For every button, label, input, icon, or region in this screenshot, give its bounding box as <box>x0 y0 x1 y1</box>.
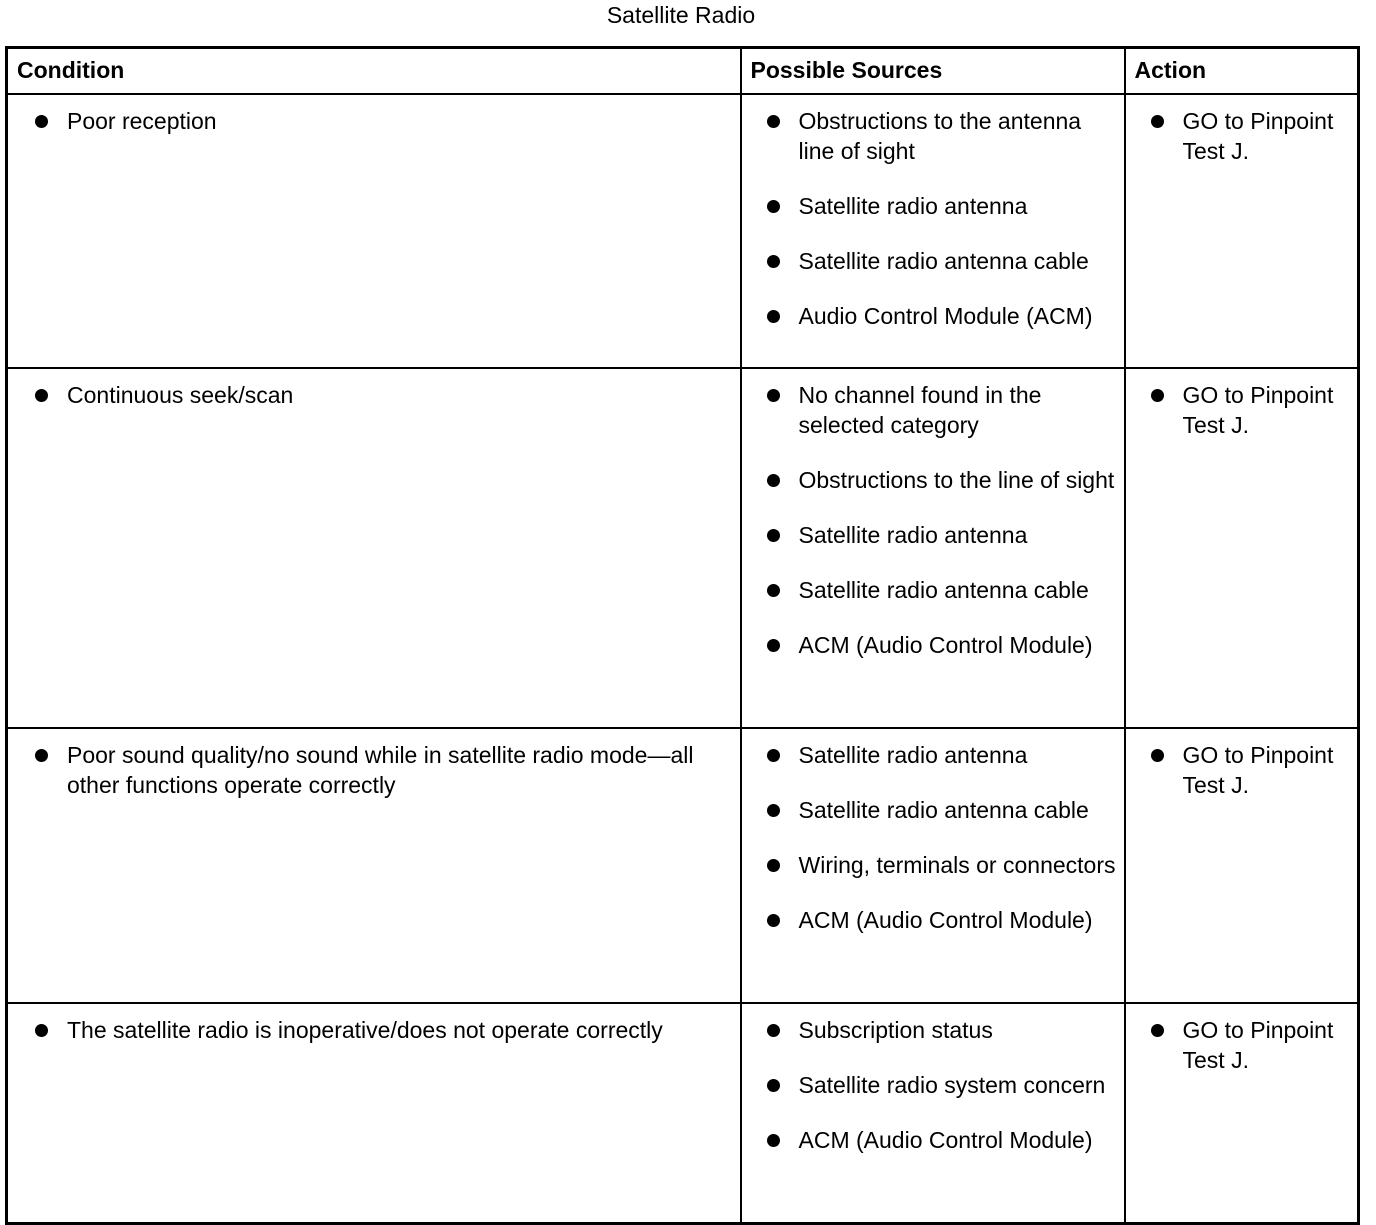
list-item <box>742 380 1124 440</box>
bullet-icon <box>767 310 780 323</box>
bullet-icon <box>767 584 780 597</box>
action-cell <box>1125 94 1359 368</box>
source-text: Satellite radio antenna cable <box>798 796 1089 823</box>
source-text: Satellite radio antenna cable <box>798 247 1089 274</box>
bullet-icon <box>767 859 780 872</box>
list-item <box>742 1125 1124 1155</box>
condition-cell <box>7 728 741 1003</box>
list-item <box>742 465 1124 495</box>
source-text: Obstructions to the line of sight <box>798 466 1115 493</box>
action-text: GO to Pinpoint Test J. <box>1182 107 1334 164</box>
bullet-icon <box>1151 389 1164 402</box>
bullet-icon <box>1151 1024 1164 1037</box>
action-cell <box>1125 728 1359 1003</box>
header-possible-sources: Possible Sources <box>741 48 1125 94</box>
source-text: Wiring, terminals or connectors <box>798 851 1116 878</box>
source-text: ACM (Audio Control Module) <box>798 906 1093 933</box>
bullet-icon <box>767 115 780 128</box>
list-item <box>8 106 740 136</box>
condition-cell <box>7 368 741 728</box>
bullet-icon <box>767 255 780 268</box>
source-text: Satellite radio antenna cable <box>798 576 1089 603</box>
sources-cell <box>741 94 1125 368</box>
condition-text: Continuous seek/scan <box>67 381 294 408</box>
bullet-icon <box>767 749 780 762</box>
header-action: Action <box>1125 48 1359 94</box>
list-item <box>1126 106 1358 166</box>
bullet-icon <box>767 1079 780 1092</box>
list-item <box>742 850 1124 880</box>
list-item <box>742 575 1124 605</box>
source-text: No channel found in the selected category <box>798 381 1042 438</box>
sources-cell <box>741 1003 1125 1224</box>
bullet-icon <box>767 804 780 817</box>
table-title: Satellite Radio <box>606 2 756 28</box>
source-text: Subscription status <box>798 1016 993 1043</box>
bullet-icon <box>767 639 780 652</box>
list-item <box>1126 380 1358 440</box>
condition-text: Poor reception <box>67 107 217 134</box>
list-item <box>8 380 740 410</box>
table-row <box>7 728 1359 1003</box>
header-condition: Condition <box>7 48 741 94</box>
source-text: ACM (Audio Control Module) <box>798 631 1093 658</box>
list-item <box>742 740 1124 770</box>
source-text: Satellite radio antenna <box>798 521 1028 548</box>
list-item <box>742 1015 1124 1045</box>
action-text: GO to Pinpoint Test J. <box>1182 741 1334 798</box>
bullet-icon <box>767 1134 780 1147</box>
list-item <box>1126 740 1358 800</box>
bullet-icon <box>767 200 780 213</box>
bullet-icon <box>35 749 48 762</box>
bullet-icon <box>35 389 48 402</box>
source-text: Audio Control Module (ACM) <box>798 302 1093 329</box>
table-row <box>7 368 1359 728</box>
bullet-icon <box>767 389 780 402</box>
list-item <box>1126 1015 1358 1075</box>
source-text: Obstructions to the antenna line of sight <box>798 107 1082 164</box>
sources-cell <box>741 368 1125 728</box>
action-text: GO to Pinpoint Test J. <box>1182 1016 1334 1073</box>
list-item <box>8 740 740 800</box>
list-item <box>8 1015 740 1045</box>
list-item <box>742 1070 1124 1100</box>
bullet-icon <box>767 1024 780 1037</box>
table-row <box>7 1003 1359 1224</box>
bullet-icon <box>1151 115 1164 128</box>
list-item <box>742 106 1124 166</box>
bullet-icon <box>1151 749 1164 762</box>
list-item <box>742 301 1124 331</box>
symptom-chart-table <box>5 46 1360 1225</box>
action-text: GO to Pinpoint Test J. <box>1182 381 1334 438</box>
source-text: Satellite radio antenna <box>798 192 1028 219</box>
condition-text: The satellite radio is inoperative/does not operate correctly <box>67 1016 663 1043</box>
condition-cell <box>7 94 741 368</box>
action-cell <box>1125 368 1359 728</box>
bullet-icon <box>767 914 780 927</box>
bullet-icon <box>767 529 780 542</box>
list-item <box>742 795 1124 825</box>
list-item <box>742 630 1124 660</box>
bullet-icon <box>767 474 780 487</box>
list-item <box>742 191 1124 221</box>
source-text: Satellite radio system concern <box>798 1071 1106 1098</box>
list-item <box>742 520 1124 550</box>
sources-cell <box>741 728 1125 1003</box>
condition-text: Poor sound quality/no sound while in satellite radio mode—all other functions operate correctly <box>67 741 694 798</box>
condition-cell <box>7 1003 741 1224</box>
header-row <box>7 48 1359 94</box>
source-text: Satellite radio antenna <box>798 741 1028 768</box>
source-text: ACM (Audio Control Module) <box>798 1126 1093 1153</box>
list-item <box>742 246 1124 276</box>
list-item <box>742 905 1124 935</box>
action-cell <box>1125 1003 1359 1224</box>
bullet-icon <box>35 115 48 128</box>
bullet-icon <box>35 1024 48 1037</box>
table-row <box>7 94 1359 368</box>
